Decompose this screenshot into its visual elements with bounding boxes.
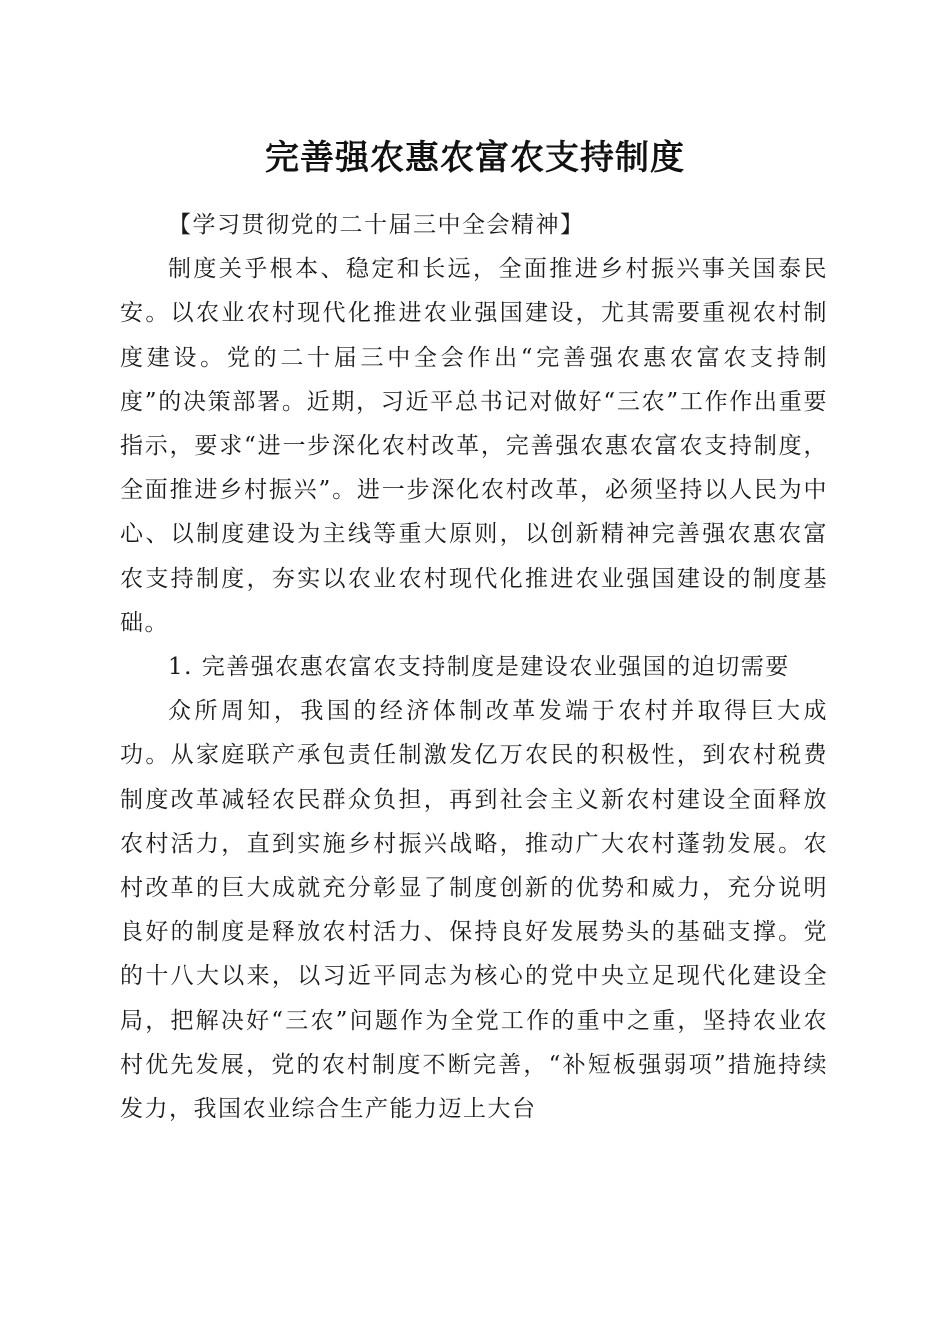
document-title: 完善强农惠农富农支持制度 [265, 138, 685, 178]
paragraph-section-1: 众所周知，我国的经济体制改革发端于农村并取得巨大成功。从家庭联产承包责任制激发亿万农民的积极性，到农村税费制度改革减轻农民群众负担，再到社会主义新农村建设全面释放农村活力，直到实施乡村振兴战略，推动广大农村蓬勃发展。农村改革的巨大成就充分彰显了制度创新的优势和威力，充分说明良好的制度是释放农村活力、保持良好发展势头的基础支撑。党的十八大以来，以习近平同志为核心的党中央立足现代化建设全局，把解决好“三农”问题作为全党工作的重中之重，坚持农业农村优先发展，党的农村制度不断完善，“补短板强弱项”措施持续发力，我国农业综合生产能力迈上大台 [120, 698, 828, 1123]
paragraph-intro: 制度关乎根本、稳定和长远，全面推进乡村振兴事关国泰民安。以农业农村现代化推进农业强国建设，尤其需要重视农村制度建设。党的二十届三中全会作出“完善强农惠农富农支持制度”的决策部署。近期，习近平总书记对做好“三农”工作作出重要指示，要求“进一步深化农村改革，完善强农惠农富农支持制度，全面推进乡村振兴”。进一步深化农村改革，必须坚持以人民为中心、以制度建设为主线等重大原则，以创新精神完善强农惠农富农支持制度，夯实以农业农村现代化推进农业强国建设的制度基础。 [120, 256, 828, 636]
document-body [120, 203, 828, 1131]
paragraph-subtitle-tag: 【学习贯彻党的二十届三中全会精神】 [168, 212, 585, 238]
section-heading-1: 1. 完善强农惠农富农支持制度是建设农业强国的迫切需要 [168, 654, 790, 681]
